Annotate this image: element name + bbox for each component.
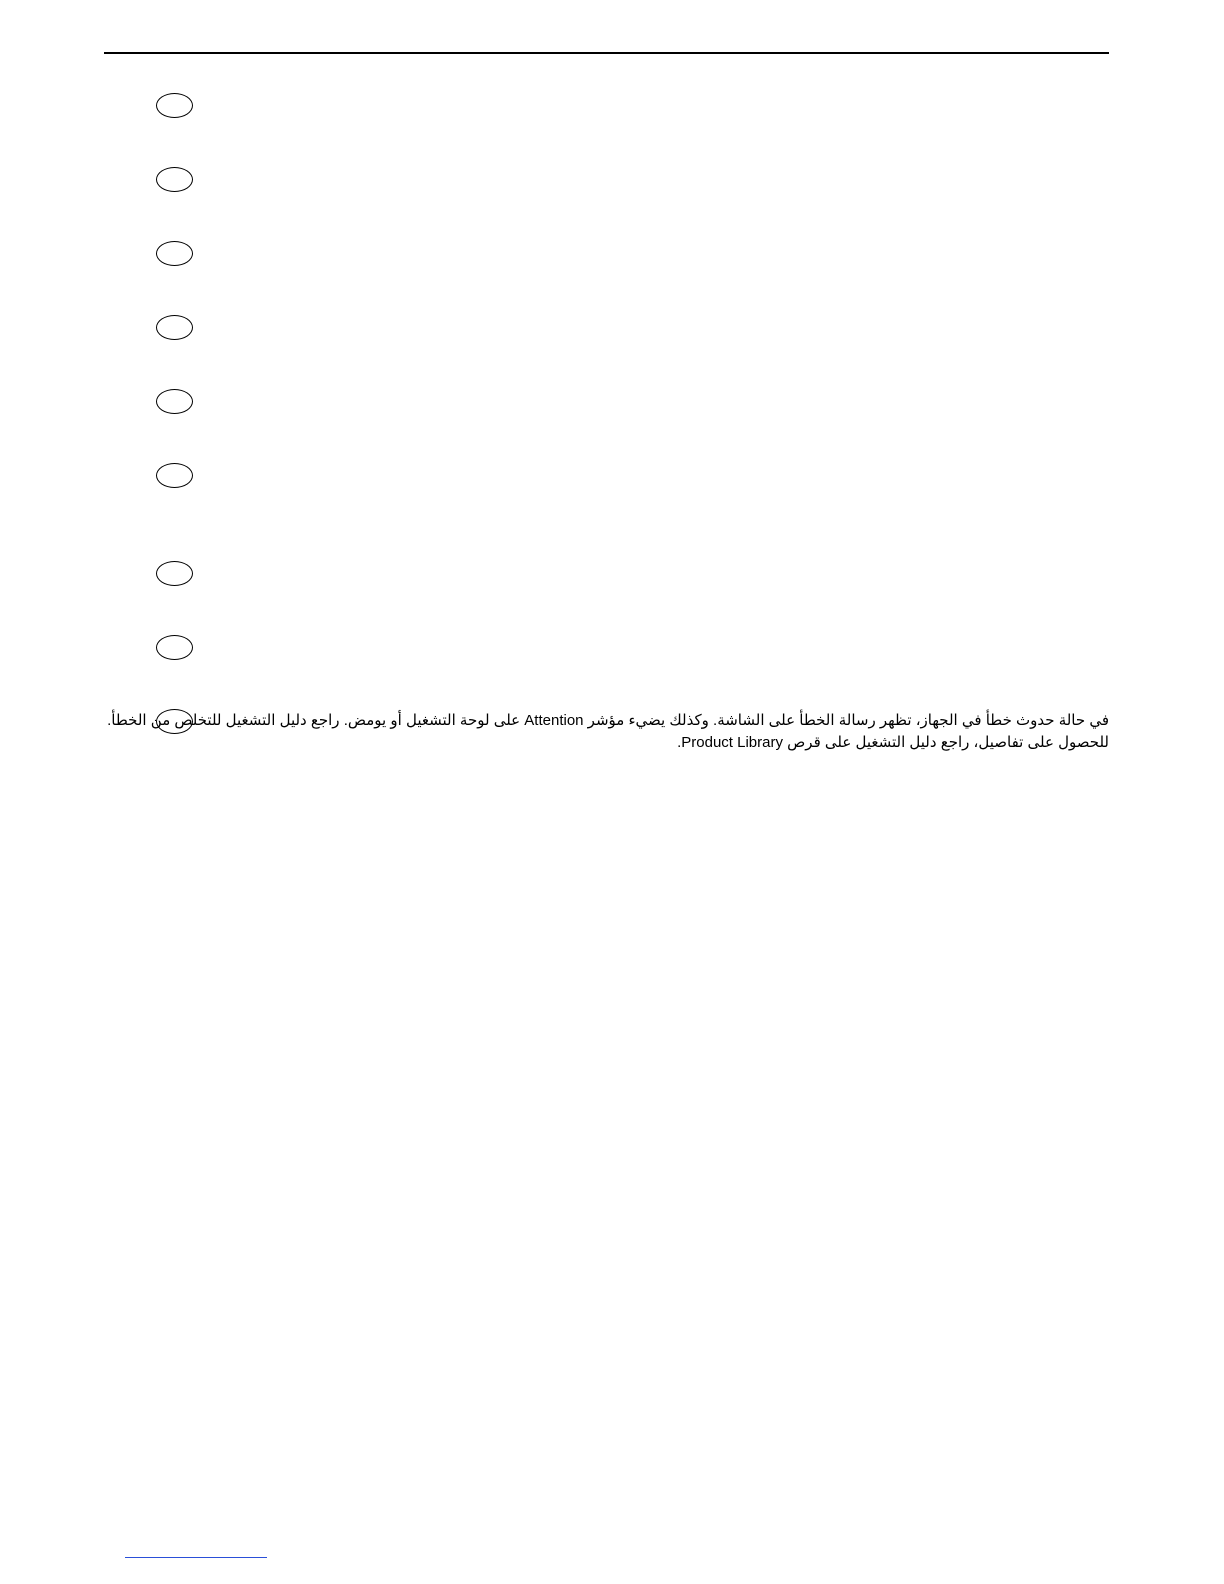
step-marker-8 xyxy=(156,635,193,660)
step-marker-4 xyxy=(156,315,193,340)
step-marker-3 xyxy=(156,241,193,266)
paragraph-line-1: في حالة حدوث خطأ في الجهاز، تظهر رسالة الخطأ على الشاشة. وكذلك يضيء مؤشر Attention على لوحة التشغيل أو يومض. راجع دليل التشغيل للتخلص من الخطأ. xyxy=(107,712,1109,729)
footnote-divider xyxy=(125,1557,267,1558)
step-marker-7 xyxy=(156,561,193,586)
step-marker-2 xyxy=(156,167,193,192)
error-info-paragraph xyxy=(107,710,1109,754)
header-divider xyxy=(104,52,1109,54)
step-marker-5 xyxy=(156,389,193,414)
step-marker-1 xyxy=(156,93,193,118)
step-marker-6 xyxy=(156,463,193,488)
paragraph-line-2: للحصول على تفاصيل، راجع دليل التشغيل على قرص Product Library. xyxy=(677,734,1109,751)
